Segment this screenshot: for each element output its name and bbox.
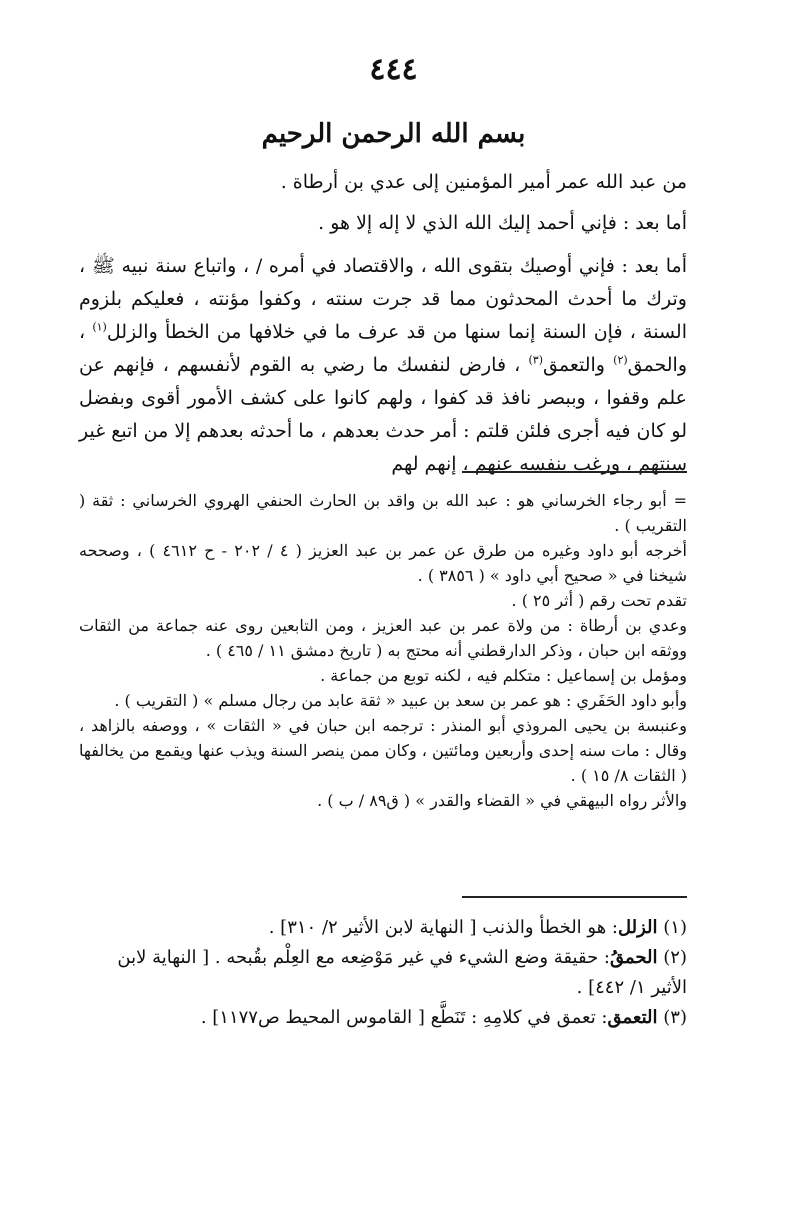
- letter-body-part-a: أما بعد : فإني أوصيك بتقوى الله ، والاقتصاد في أمره / ، واتباع سنة نبيه ﷺ ، وترك ما أحدث المحدثون مما قد جرت سنته ، وكفوا مؤنته ، فعليكم بلزوم السنة ، فإن السنة إنما سنها من قد عرف ما في خلافها من الخطأ والزلل: [79, 255, 687, 343]
- letter-opening: من عبد الله عمر أمير المؤمنين إلى عدي بن أرطاة .: [280, 171, 687, 193]
- glossary-term: التعمق: [607, 1007, 658, 1028]
- glossary-term: الزلل: [617, 917, 658, 938]
- note-line: = أبو رجاء الخرساني هو : عبد الله بن واقد بن الحارث الحنفي الهروي الخرساني : ثقة ( التقريب ) .: [79, 491, 687, 535]
- page-number: ٤٤٤: [369, 52, 418, 87]
- letter-body-part-c: والتعمق: [543, 354, 614, 376]
- glossary-item: [79, 943, 687, 1003]
- glossary-number: (٣): [663, 1007, 687, 1028]
- main-text: [79, 166, 687, 481]
- letter-body-part-d: ، فارض لنفسك ما رضي به القوم لأنفسهم ، فإنهم عن علم وقفوا ، وببصر نافذ قد كفوا ، ولهم كانوا على كشف الأمور أقوى وبفضل لو كان فيه أجرى فلئن قلتم : أمر حدث بعدهم ، ما أحدثه بعدهم إلا من اتبع غير سنتهم ، ورغب بنفسه عنهم ، إنهم لهم: [79, 354, 687, 475]
- letter-body: [79, 250, 687, 481]
- basmala-heading: بسم الله الرحمن الرحيم: [261, 119, 526, 149]
- glossary-definition: : تعمق في كلامِهِ : تَنَطَّع [ القاموس المحيط ص١١٧٧] .: [200, 1007, 608, 1028]
- letter-greeting: أما بعد : فإني أحمد إليك الله الذي لا إله إلا هو .: [318, 212, 687, 234]
- glossary-definition: : حقيقة وضع الشيء في غير مَوْضِعه مع العِلْم بقُبحه . [ النهاية لابن الأثير ١/ ٤٤٢] .: [117, 947, 687, 998]
- letter-body-part-b: ، والحمق: [79, 321, 687, 376]
- glossary-item: [79, 1003, 687, 1033]
- note-line: ومؤمل بن إسماعيل : متكلم فيه ، لكنه توبع من جماعة .: [320, 666, 687, 685]
- editor-notes: [79, 488, 687, 813]
- glossary-number: (١): [663, 917, 687, 938]
- notes-divider: [462, 471, 687, 473]
- note-line: أخرجه أبو داود وغيره من طرق عن عمر بن عبد العزيز ( ٤ / ٢٠٢ - ح ٤٦١٢ ) ، وصححه شيخنا في « صحيح أبي داود » ( ٣٨٥٦ ) .: [79, 541, 688, 585]
- glossary-number: (٢): [663, 947, 687, 968]
- note-line: وعنبسة بن يحيى المروذي أبو المنذر : ترجمه ابن حبان في « الثقات » ، ووصفه بالزاهد ، وقال : مات سنه إحدى وأربعين ومائتين ، وكان ممن ينصر السنة ويذب عنها ويقمع من يخالفها ( الثقات ٨/ ١٥ ) .: [79, 716, 687, 785]
- glossary-term: الحمقُ: [610, 947, 658, 968]
- footnote-ref-2: (٢): [613, 353, 628, 367]
- glossary-footnotes: [79, 913, 687, 1033]
- glossary-definition: : هو الخطأ والذنب [ النهاية لابن الأثير ٢/ ٣١٠] .: [268, 917, 618, 938]
- note-line: والأثر رواه البيهقي في « القضاء والقدر » ( ق٨٩ / ب ) .: [317, 791, 687, 810]
- glossary-divider: [462, 896, 687, 898]
- glossary-item: [79, 913, 687, 943]
- note-line: وعدي بن أرطاة : من ولاة عمر بن عبد العزيز ، ومن التابعين روى عنه جماعة من الثقات ووثقه ابن حبان ، وذكر الدارقطني أنه محتج به ( تاريخ دمشق ١١ / ٤٦٥ ) .: [79, 616, 687, 660]
- footnote-ref-3: (٣): [528, 353, 543, 367]
- note-line: وأبو داود الحَفَري : هو عمر بن سعد بن عبيد « ثقة عابد من رجال مسلم » ( التقريب ) .: [114, 691, 687, 710]
- footnote-ref-1: (١): [92, 320, 107, 334]
- note-line: تقدم تحت رقم ( أثر ٢٥ ) .: [511, 591, 687, 610]
